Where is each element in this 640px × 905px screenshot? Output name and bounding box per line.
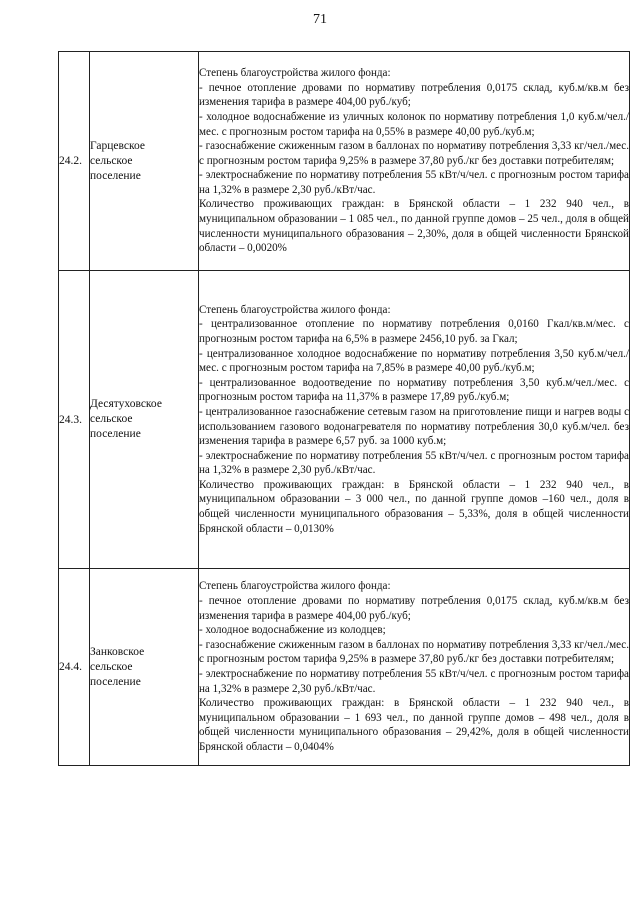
description-line: Количество проживающих граждан: в Брянской области – 1 232 940 чел., в муниципальном образовании – 3 000 чел., по данной группе домов –160 чел., доля в общей численности муниципального образования – 5,33%, доля в общей численности Брянской области – 0,0130% xyxy=(199,478,629,535)
settlement-name xyxy=(90,569,199,766)
row-number: 24.4. xyxy=(59,569,90,766)
description-line: Степень благоустройства жилого фонда: xyxy=(199,303,391,316)
settlement-name-line: поселение xyxy=(90,428,141,440)
table-row xyxy=(59,569,630,766)
description-line: - электроснабжение по нормативу потребления 55 кВт/ч/чел. с прогнозным ростом тарифа на 1,32% в размере 2,30 руб./кВт/час. xyxy=(199,169,629,196)
description-line: - централизованное водоотведение по нормативу потребления 3,50 куб.м/чел./мес. с прогнозным ростом тарифа на 11,37% в размере 17,89 руб./куб.м; xyxy=(199,376,629,404)
settlement-description xyxy=(199,271,630,569)
description-line: - холодное водоснабжение из уличных колонок по нормативу потребления 1,0 куб.м/чел./мес. с прогнозным ростом тарифа на 0,55% в размере 40,00 руб./куб.м; xyxy=(199,110,629,138)
settlement-description xyxy=(199,52,630,271)
description-line: - холодное водоснабжение из колодцев; xyxy=(199,624,386,637)
table-row xyxy=(59,52,630,271)
description-line: - электроснабжение по нормативу потребления 55 кВт/ч/чел. с прогнозным ростом тарифа на 1,32% в размере 2,30 руб./кВт/час. xyxy=(199,449,629,477)
settlement-name-line: сельское xyxy=(90,660,133,673)
description-line: - централизованное отопление по нормативу потребления 0,0160 Гкал/кв.м/мес. с прогнозным ростом тарифа на 6,5% в размере 2456,10 руб. за Гкал; xyxy=(199,318,629,345)
settlement-name-line: Десятуховское xyxy=(90,398,162,410)
description-line: - централизованное газоснабжение сетевым газом на приготовление пищи и нагрев воды с использованием газового водонагревателя по нормативу потребления 30,0 куб.м/чел. без изменения тарифа в размере 6,57 руб. за 1000 куб.м; xyxy=(199,405,629,448)
settlements-table xyxy=(58,51,630,766)
description-line: - печное отопление дровами по нормативу потребления 0,0175 склад, куб.м/кв.м без изменения тарифа в размере 404,00 руб./куб; xyxy=(199,81,629,109)
settlement-name xyxy=(90,52,199,271)
settlement-name-line: сельское xyxy=(90,154,133,167)
description-line: - газоснабжение сжиженным газом в баллонах по нормативу потребления 3,33 кг/чел./мес. с прогнозным ростом тарифа 9,25% в размере 37,80 руб./кг без доставки потребителям; xyxy=(199,140,629,167)
settlement-name-line: Занковское xyxy=(90,645,145,658)
description-line: - печное отопление дровами по нормативу потребления 0,0175 склад, куб.м/кв.м без изменения тарифа в размере 404,00 руб./куб; xyxy=(199,595,629,622)
description-line: Степень благоустройства жилого фонда: xyxy=(199,67,391,80)
description-line: Количество проживающих граждан: в Брянской области – 1 232 940 чел., в муниципальном образовании – 1 085 чел., по данной группе домов – 25 чел., доля в общей численности муниципального образования – 2,30%, доля в общей численности Брянской области – 0,0020% xyxy=(199,198,629,255)
settlement-name-line: поселение xyxy=(90,169,141,182)
settlement-description xyxy=(199,569,630,766)
page-number: 71 xyxy=(313,12,327,27)
settlement-name-line: сельское xyxy=(90,413,133,425)
settlement-name-line: поселение xyxy=(90,675,141,688)
description-line: Количество проживающих граждан: в Брянской области – 1 232 940 чел., в муниципальном образовании – 1 693 чел., по данной группе домов – 498 чел., доля в общей численности муниципального образования – 29,42%, доля в общей численности Брянской области – 0,0404% xyxy=(199,697,629,753)
settlement-name-line: Гарцевское xyxy=(90,139,145,152)
description-line: - электроснабжение по нормативу потребления 55 кВт/ч/чел. с прогнозным ростом тарифа на 1,32% в размере 2,30 руб./кВт/час. xyxy=(199,668,629,695)
table-row xyxy=(59,271,630,569)
description-line: - газоснабжение сжиженным газом в баллонах по нормативу потребления 3,33 кг/чел./мес. с прогнозным ростом тарифа 9,25% в размере 37,80 руб./кг без доставки потребителям; xyxy=(199,638,629,666)
settlement-name xyxy=(90,271,199,569)
row-number: 24.3. xyxy=(59,271,90,569)
row-number: 24.2. xyxy=(59,52,90,271)
description-line: - централизованное холодное водоснабжение по нормативу потребления 3,50 куб.м/чел./мес. с прогнозным ростом тарифа на 7,85% в размере 40,00 руб./куб.м; xyxy=(199,347,629,375)
description-line: Степень благоустройства жилого фонда: xyxy=(199,580,391,593)
